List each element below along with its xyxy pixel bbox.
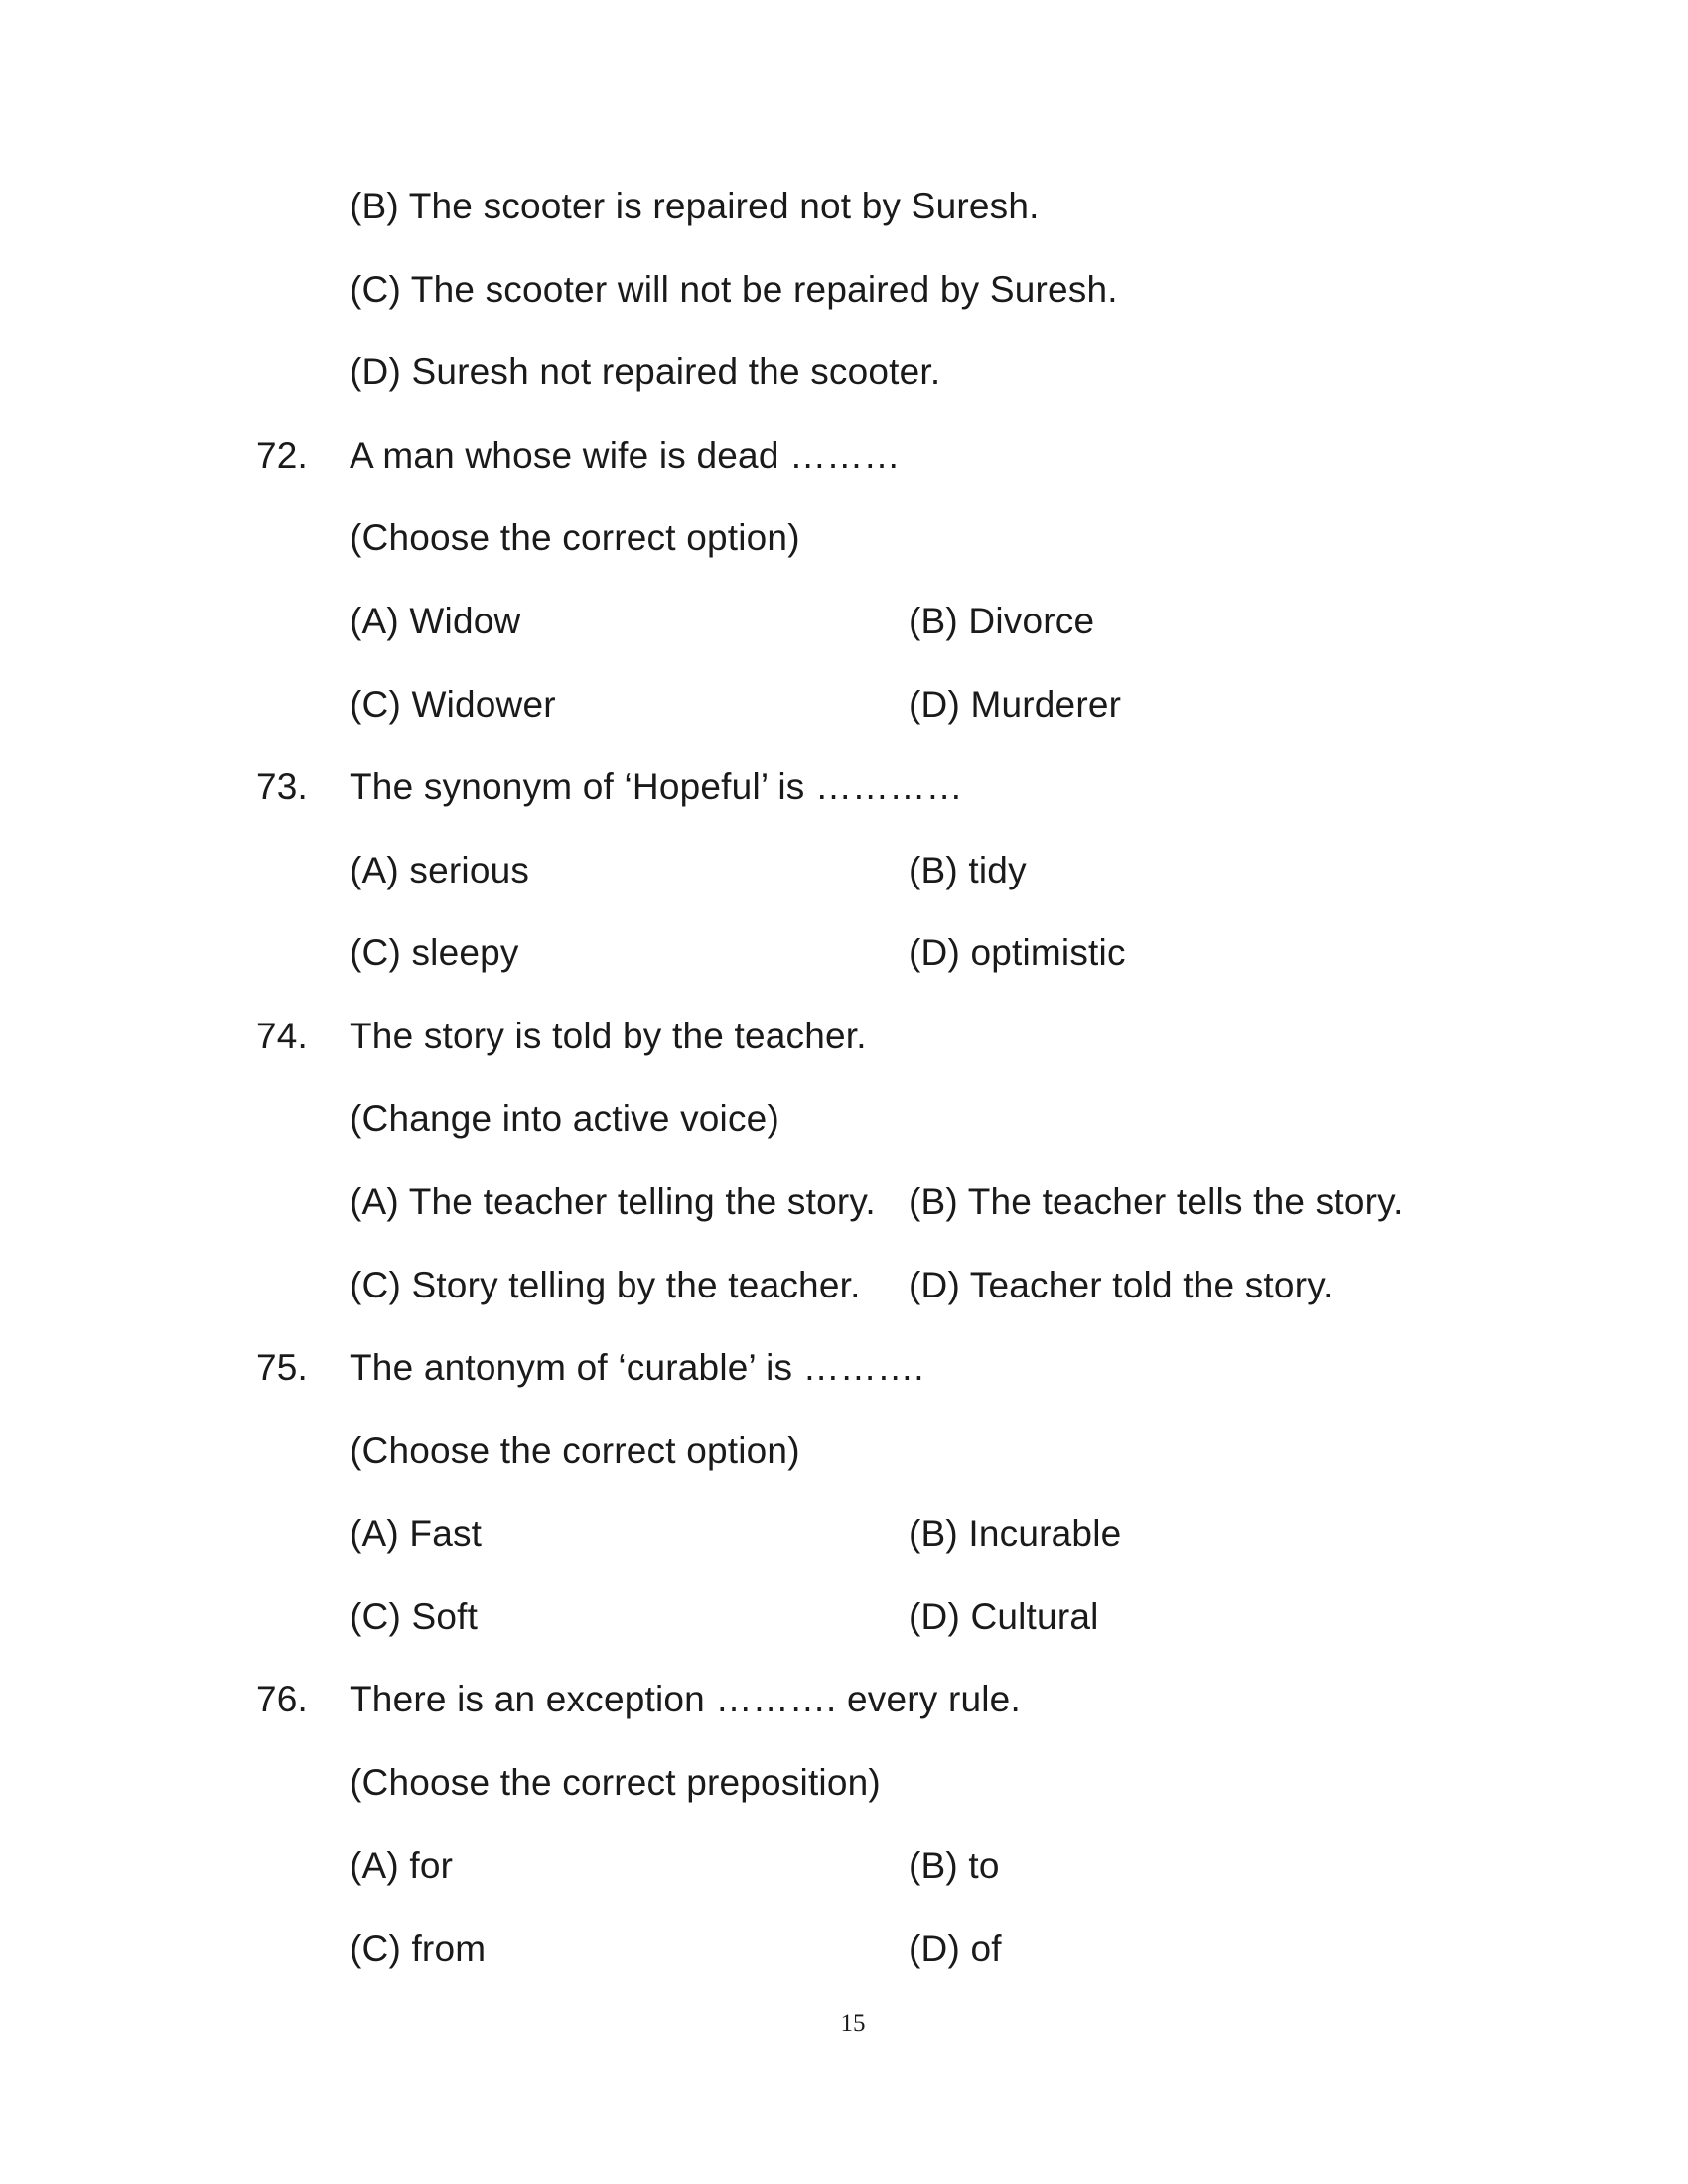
q74-text: The story is told by the teacher.: [350, 1016, 867, 1056]
q72-instruction: (Choose the correct option): [350, 517, 800, 558]
q71-option-b: (B) The scooter is repaired not by Suresh.: [350, 186, 1040, 226]
q72-number: 72.: [256, 435, 309, 476]
q76-text: There is an exception ………. every rule.: [350, 1679, 1021, 1719]
q74-option-c: (C) Story telling by the teacher.: [350, 1265, 861, 1305]
q75-option-a: (A) Fast: [350, 1513, 483, 1554]
q72-option-c: (C) Widower: [350, 684, 556, 725]
q76-option-d: (D) of: [909, 1928, 1002, 1969]
q74-number: 74.: [256, 1016, 309, 1056]
q73-number: 73.: [256, 766, 309, 807]
q76-option-a: (A) for: [350, 1845, 454, 1886]
q76-option-b: (B) to: [909, 1845, 1000, 1886]
q75-number: 75.: [256, 1347, 309, 1388]
q73-option-c: (C) sleepy: [350, 932, 519, 973]
q73-option-d: (D) optimistic: [909, 932, 1126, 973]
q75-option-d: (D) Cultural: [909, 1596, 1099, 1637]
q74-instruction: (Change into active voice): [350, 1098, 779, 1139]
q76-option-c: (C) from: [350, 1928, 487, 1969]
q76-instruction: (Choose the correct preposition): [350, 1762, 881, 1803]
q72-option-b: (B) Divorce: [909, 601, 1095, 641]
q75-text: The antonym of ‘curable’ is ……….: [350, 1347, 924, 1388]
q73-text: The synonym of ‘Hopeful’ is …………: [350, 766, 963, 807]
q74-option-d: (D) Teacher told the story.: [909, 1265, 1334, 1305]
q75-instruction: (Choose the correct option): [350, 1431, 800, 1471]
q71-option-d: (D) Suresh not repaired the scooter.: [350, 351, 941, 392]
q72-text: A man whose wife is dead ………: [350, 435, 901, 476]
q76-number: 76.: [256, 1679, 309, 1719]
q75-option-b: (B) Incurable: [909, 1513, 1122, 1554]
q71-option-c: (C) The scooter will not be repaired by Suresh.: [350, 269, 1118, 310]
q72-option-d: (D) Murderer: [909, 684, 1122, 725]
q75-option-c: (C) Soft: [350, 1596, 479, 1637]
q73-option-a: (A) serious: [350, 850, 530, 890]
q72-option-a: (A) Widow: [350, 601, 521, 641]
q73-option-b: (B) tidy: [909, 850, 1027, 890]
q74-option-a: (A) The teacher telling the story.: [350, 1181, 876, 1222]
page-number: 15: [840, 2010, 866, 2037]
q74-option-b: (B) The teacher tells the story.: [909, 1181, 1404, 1222]
